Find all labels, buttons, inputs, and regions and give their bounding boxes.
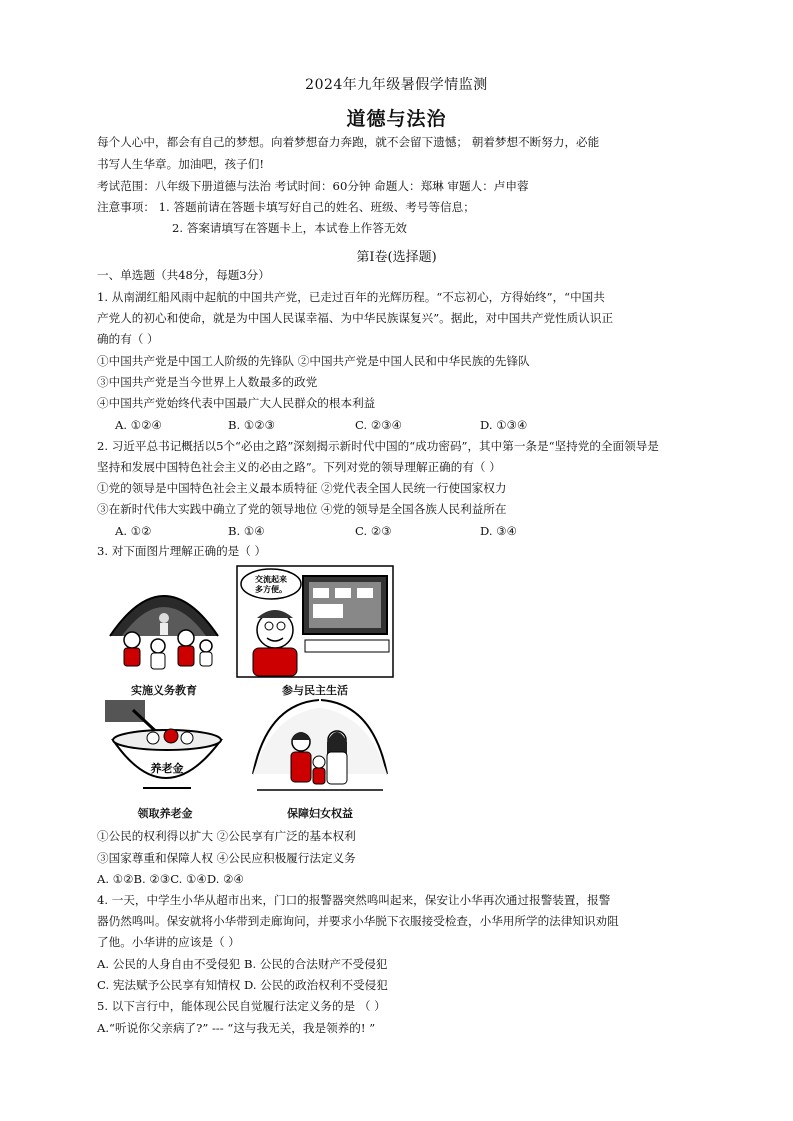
intro-line-1: 每个人心中，都会有自己的梦想。向着梦想奋力奔跑，就不会留下遗憾； 朝着梦想不断努力，必能 xyxy=(97,135,600,149)
pension-illustration xyxy=(103,698,227,803)
q3-stem: 3. 对下面图片理解正确的是（ ） xyxy=(97,544,267,558)
fig2-caption: 参与民主生活 xyxy=(282,684,348,697)
q2-statement-1: ①党的领导是中国特色社会主义最本质特征 ②党代表全国人民统一行使国家权力 xyxy=(97,481,507,495)
q4-options-cd[interactable]: C. 宪法赋予公民享有知情权 D. 公民的政治权利不受侵犯 xyxy=(97,978,388,992)
q1-stem-1: 1. 从南湖红船风雨中起航的中国共产党，已走过百年的光辉历程。“不忘初心，方得始终”，“中国共 xyxy=(97,290,605,304)
q2-option-d[interactable]: D. ③④ xyxy=(480,524,518,538)
section-title: 第Ⅰ卷(选择题) xyxy=(356,250,437,265)
q2-option-b[interactable]: B. ①④ xyxy=(228,524,265,538)
fig2-bubble-line1: 交流起来 xyxy=(255,575,287,584)
exam-info: 考试范围：八年级下册道德与法治 考试时间：60分钟 命题人：郑琳 审题人：卢申蓉 xyxy=(97,179,529,193)
fig3-bowl-text: 养老金 xyxy=(150,762,184,775)
q5-option-a[interactable]: A.“听说你父亲病了?” --- “这与我无关，我是领养的! ” xyxy=(97,1021,376,1035)
q1-statement-1: ①中国共产党是中国工人阶级的先锋队 ②中国共产党是中国人民和中华民族的先锋队 xyxy=(97,354,530,368)
fig1-banner-text: 义务教育 xyxy=(148,579,180,588)
q4-stem-3: 了他。小华讲的应该是（ ） xyxy=(97,935,240,949)
q4-stem-1: 4. 一天，中学生小华从超市出来，门口的报警器突然鸣叫起来，保安让小华再次通过报警装置，报警 xyxy=(97,893,611,907)
q1-option-d[interactable]: D. ①③④ xyxy=(480,418,528,432)
fig2-bubble-line2: 多方便。 xyxy=(255,585,287,594)
q4-stem-2: 器仍然鸣叫。保安就将小华带到走廊询问，并要求小华脱下衣服接受检查，小华用所学的法律知识劝阻 xyxy=(97,914,619,928)
q1-stem-3: 确的有（ ） xyxy=(97,332,159,346)
q2-option-c[interactable]: C. ②③ xyxy=(355,524,392,538)
notice-1: 注意事项： 1. 答题前请在答题卡填写好自己的姓名、班级、考号等信息； xyxy=(97,200,475,214)
fig4-caption: 保障妇女权益 xyxy=(287,807,353,820)
q5-stem: 5. 以下言行中，能体现公民自觉履行法定义务的是 （ ） xyxy=(97,999,386,1013)
democratic-life-illustration xyxy=(235,564,395,679)
q3-statement-1: ①公民的权利得以扩大 ②公民享有广泛的基本权利 xyxy=(97,829,356,843)
subject-title: 道德与法治 xyxy=(346,108,447,130)
q2-stem-1: 2. 习近平总书记概括以5个“必由之路”深刻揭示新时代中国的“成功密码”，其中第一条是“坚持党的全面领导是 xyxy=(97,439,659,453)
q1-stem-2: 产党人的初心和使命，就是为中国人民谋幸福、为中华民族谋复兴”。据此，对中国共产党性质认识正 xyxy=(97,311,614,325)
compulsory-education-illustration xyxy=(100,566,228,680)
q3-options[interactable]: A. ①②B. ②③C. ①④D. ②④ xyxy=(97,872,244,886)
notice-2: 2. 答案请填写在答题卡上，本试卷上作答无效 xyxy=(172,221,408,235)
exam-title: 2024年九年级暑假学情监测 xyxy=(305,77,488,93)
fig3-caption: 领取养老金 xyxy=(137,807,193,820)
q1-statement-2: ③中国共产党是当今世界上人数最多的政党 xyxy=(97,375,318,389)
q1-option-b[interactable]: B. ①②③ xyxy=(228,418,276,432)
fig1-caption: 实施义务教育 xyxy=(131,684,197,697)
q1-option-a[interactable]: A. ①②④ xyxy=(115,418,162,432)
womens-rights-illustration xyxy=(247,694,393,804)
q3-statement-2: ③国家尊重和保障人权 ④公民应积极履行法定义务 xyxy=(97,851,356,865)
q2-option-a[interactable]: A. ①② xyxy=(115,524,152,538)
q1-option-c[interactable]: C. ②③④ xyxy=(355,418,403,432)
part-title: 一、单选题（共48分，每题3分） xyxy=(97,268,270,282)
q2-stem-2: 坚持和发展中国特色社会主义的必由之路”。下列对党的领导理解正确的有（ ） xyxy=(97,460,501,474)
intro-line-2: 书写人生华章。加油吧，孩子们! xyxy=(97,157,264,171)
q4-options-ab[interactable]: A. 公民的人身自由不受侵犯 B. 公民的合法财产不受侵犯 xyxy=(97,957,388,971)
q1-statement-3: ④中国共产党始终代表中国最广大人民群众的根本利益 xyxy=(97,396,376,410)
q2-statement-2: ③在新时代伟大实践中确立了党的领导地位 ④党的领导是全国各族人民利益所在 xyxy=(97,502,507,516)
